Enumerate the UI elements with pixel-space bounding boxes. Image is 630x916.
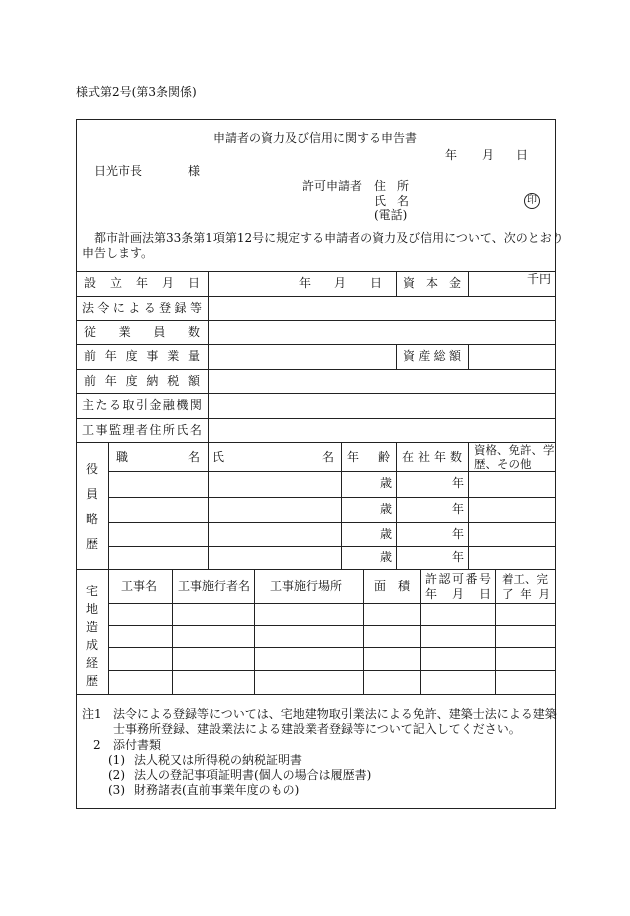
header-position-1: 職 xyxy=(116,450,129,464)
employees-label: 従 業 員 数 xyxy=(84,325,200,339)
dev-side-6: 歴 xyxy=(86,674,99,688)
prev-tax-label: 前 年 度 納 税 額 xyxy=(84,374,200,388)
name-label-1: 氏 xyxy=(374,194,387,208)
addressee-name: 日光市長 xyxy=(94,164,143,178)
total-assets-label: 資 産 総 額 xyxy=(403,349,461,363)
note1-line1: 法令による登録等については、宅地建物取引業法による免許、建築士法による建築 xyxy=(113,707,557,721)
established-year: 年 xyxy=(299,276,312,290)
address-label-1: 住 xyxy=(374,179,387,193)
form-number-label: 様式第2号(第3条関係) xyxy=(76,85,197,99)
established-day: 日 xyxy=(370,276,383,290)
age-unit-row3: 歳 xyxy=(380,527,393,541)
applicant-label: 許可申請者 xyxy=(302,179,363,193)
attachment-2-num: (2) xyxy=(108,768,125,782)
attachment-2-text: 法人の登記事項証明書(個人の場合は履歴書) xyxy=(134,768,372,782)
declaration-line-1: 都市計画法第33条第1項第12号に規定する申請者の資力及び信用について、次のとおり xyxy=(94,231,564,245)
note1-label: 注1 xyxy=(82,707,102,721)
header-work-name: 工事名 xyxy=(121,579,158,593)
capital-label: 資 本 金 xyxy=(403,276,461,290)
name-label-2: 名 xyxy=(397,194,410,208)
year-unit-row2: 年 xyxy=(452,502,465,516)
header-contractor: 工事施行者名 xyxy=(178,579,251,593)
header-location: 工事施行場所 xyxy=(270,579,343,593)
bank-label: 主 た る 取 引 金 融 機 関 xyxy=(82,398,202,412)
attachment-3-num: (3) xyxy=(108,783,125,797)
officers-side-3: 略 xyxy=(86,512,99,526)
addressee-honorific: 様 xyxy=(188,164,201,178)
established-month: 月 xyxy=(334,276,347,290)
header-date-year: 年 xyxy=(445,148,458,162)
officers-side-1: 役 xyxy=(86,462,99,476)
year-unit-row4: 年 xyxy=(452,550,465,564)
header-date-day: 日 xyxy=(516,148,529,162)
phone-label: (電話) xyxy=(374,208,408,222)
prev-business-label: 前 年 度 事 業 量 xyxy=(84,349,200,363)
attachment-1-num: (1) xyxy=(108,753,125,767)
header-dates-2: 了 年 月 xyxy=(502,587,550,601)
dev-side-2: 地 xyxy=(86,602,99,616)
header-age: 年 齢 xyxy=(347,450,390,464)
header-qualifications-1: 資格、免許、学 xyxy=(474,443,555,457)
seal-mark: 印 xyxy=(524,193,540,209)
attachment-3-text: 財務諸表(直前事業年度のもの) xyxy=(134,783,300,797)
established-date-label: 設 立 年 月 日 xyxy=(84,276,200,290)
dev-side-5: 経 xyxy=(86,656,99,670)
header-qualifications-2: 歴、その他 xyxy=(474,457,532,471)
officers-side-2: 員 xyxy=(86,487,99,501)
dev-side-1: 宅 xyxy=(86,584,99,598)
attachment-1-text: 法人税又は所得税の納税証明書 xyxy=(134,753,303,767)
form-title: 申請者の資力及び信用に関する申告書 xyxy=(213,131,418,145)
year-unit-row1: 年 xyxy=(452,476,465,490)
dev-side-4: 成 xyxy=(86,638,99,652)
header-permit-1: 許 認 可 番 号 xyxy=(425,572,491,586)
header-position-2: 名 xyxy=(188,450,201,464)
address-label-2: 所 xyxy=(397,179,410,193)
age-unit-row4: 歳 xyxy=(380,550,393,564)
year-unit-row3: 年 xyxy=(452,527,465,541)
dev-side-3: 造 xyxy=(86,620,99,634)
header-dates-1: 着工、完 xyxy=(502,572,548,586)
header-permit-2: 年 月 日 xyxy=(425,587,491,601)
note2-title: 添付書類 xyxy=(113,738,162,752)
header-area: 面 積 xyxy=(374,579,410,593)
declaration-line-2: 申告します。 xyxy=(82,246,154,260)
supervisor-label: 工 事 監 理 者 住 所 氏 名 xyxy=(82,423,202,437)
note1-line2: 士事務所登録、建設業法による建設業者登録等について記入してください。 xyxy=(113,722,521,736)
officers-side-4: 歴 xyxy=(86,537,99,551)
age-unit-row1: 歳 xyxy=(380,476,393,490)
header-date-month: 月 xyxy=(482,148,495,162)
capital-unit: 千円 xyxy=(527,272,552,286)
header-name-2: 名 xyxy=(322,450,335,464)
header-name-1: 氏 xyxy=(212,450,225,464)
age-unit-row2: 歳 xyxy=(380,502,393,516)
header-tenure: 在 社 年 数 xyxy=(402,450,462,464)
registration-label: 法 令 に よ る 登 録 等 xyxy=(82,301,202,315)
note2-label: 2 xyxy=(93,738,101,752)
